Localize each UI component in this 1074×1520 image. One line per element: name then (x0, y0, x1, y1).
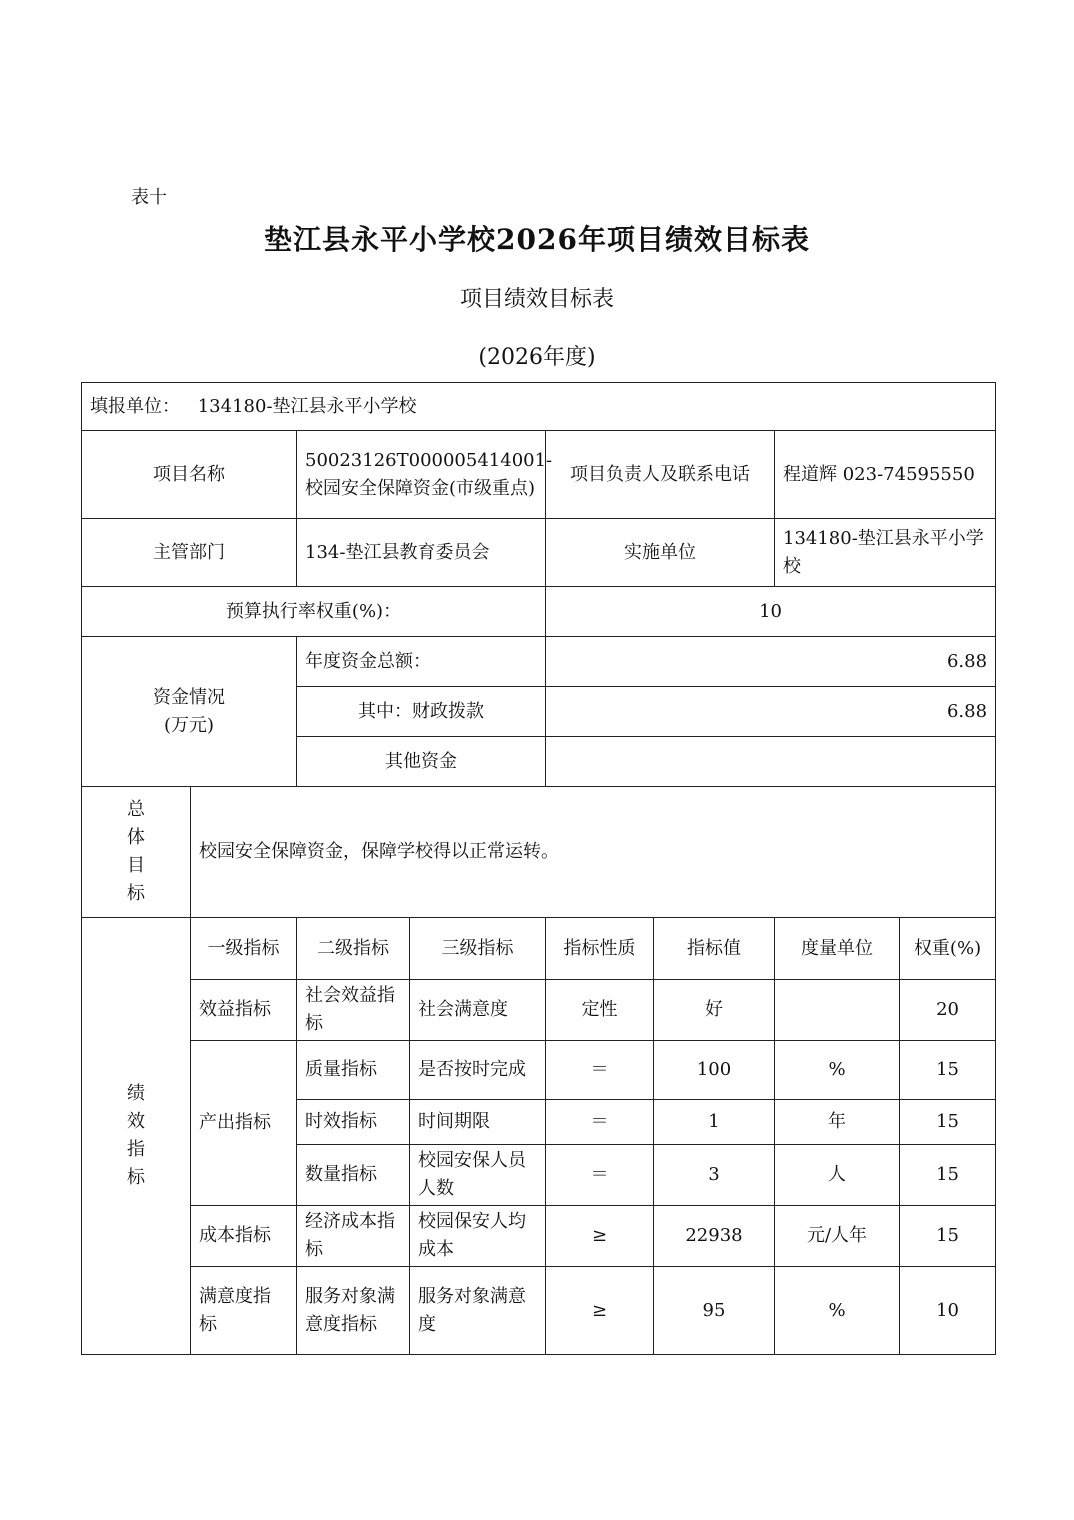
level2-cell: 数量指标 (297, 1145, 410, 1206)
table-row (82, 1041, 996, 1100)
level2-cell: 社会效益指标 (297, 980, 410, 1041)
project-name-value (297, 431, 553, 519)
table-row (82, 1206, 996, 1267)
unit-cell: 年 (775, 1100, 900, 1145)
header-weight: 权重(%) (900, 918, 996, 980)
header-unit: 度量单位 (775, 918, 900, 980)
fiscal-funds-value: 6.88 (546, 687, 996, 737)
header-level2: 二级指标 (297, 918, 410, 980)
budget-weight-label: 预算执行率权重(%)： (82, 587, 546, 637)
group-satisfaction: 满意度指标 (191, 1267, 297, 1355)
unit-cell: % (775, 1267, 900, 1355)
performance-indicator-label: 绩 效 指 标 (82, 918, 191, 1355)
department-value: 134-垫江县教育委员会 (297, 519, 546, 587)
funds-label-line1: 资金情况 (153, 686, 225, 708)
value-cell: 95 (654, 1267, 775, 1355)
group-output: 产出指标 (191, 1041, 297, 1206)
header-nature: 指标性质 (546, 918, 654, 980)
other-funds-value (546, 737, 996, 787)
header-value: 指标值 (654, 918, 775, 980)
budget-weight-value: 10 (546, 587, 996, 637)
project-name-text: 校园安全保障资金(市级重点) (305, 477, 536, 499)
level2-cell: 质量指标 (297, 1041, 410, 1100)
implementing-unit-label: 实施单位 (546, 519, 775, 587)
filling-unit-label: 填报单位： (90, 395, 180, 417)
value-cell: 3 (654, 1145, 775, 1206)
filling-unit-value: 134180-垫江县永平小学校 (197, 395, 417, 417)
level2-cell: 时效指标 (297, 1100, 410, 1145)
unit-cell: 元/人年 (775, 1206, 900, 1267)
document-year: (2026年度) (478, 345, 596, 370)
weight-cell: 20 (900, 980, 996, 1041)
project-name-code: 50023126T000005414001- (305, 449, 553, 471)
header-level1: 一级指标 (191, 918, 297, 980)
nature-cell: ≥ (546, 1267, 654, 1355)
overall-goal-label: 总 体 目 标 (82, 787, 191, 918)
weight-cell: 15 (900, 1145, 996, 1206)
header-level3: 三级指标 (410, 918, 546, 980)
level3-cell: 社会满意度 (410, 980, 546, 1041)
level3-cell: 服务对象满意度 (410, 1267, 546, 1355)
weight-cell: 15 (900, 1041, 996, 1100)
funds-label-line2: (万元) (163, 714, 215, 736)
value-cell: 好 (654, 980, 775, 1041)
level3-cell: 校园保安人均成本 (410, 1206, 546, 1267)
document-title: 垫江县永平小学校2026年项目绩效目标表 (264, 223, 810, 256)
weight-cell: 15 (900, 1100, 996, 1145)
nature-cell: 定性 (546, 980, 654, 1041)
total-funds-label: 年度资金总额： (297, 637, 546, 687)
filling-unit-cell (82, 383, 996, 431)
level2-cell: 经济成本指标 (297, 1206, 410, 1267)
table-row (82, 980, 996, 1041)
nature-cell: ＝ (546, 1145, 654, 1206)
project-manager-label: 项目负责人及联系电话 (546, 431, 775, 519)
department-label: 主管部门 (82, 519, 297, 587)
group-benefit: 效益指标 (191, 980, 297, 1041)
table-row (82, 1267, 996, 1355)
overall-goal-value: 校园安全保障资金，保障学校得以正常运转。 (191, 787, 996, 918)
total-funds-value: 6.88 (546, 637, 996, 687)
funds-label (82, 637, 297, 787)
unit-cell: % (775, 1041, 900, 1100)
nature-cell: ＝ (546, 1100, 654, 1145)
other-funds-label: 其他资金 (297, 737, 546, 787)
performance-target-table (81, 382, 996, 1355)
level2-cell: 服务对象满意度指标 (297, 1267, 410, 1355)
level3-cell: 校园安保人员人数 (410, 1145, 546, 1206)
project-manager-value: 程道辉 023-74595550 (775, 431, 996, 519)
implementing-unit-value: 134180-垫江县永平小学校 (775, 519, 996, 587)
nature-cell: ＝ (546, 1041, 654, 1100)
level3-cell: 是否按时完成 (410, 1041, 546, 1100)
nature-cell: ≥ (546, 1206, 654, 1267)
level3-cell: 时间期限 (410, 1100, 546, 1145)
unit-cell (775, 980, 900, 1041)
weight-cell: 15 (900, 1206, 996, 1267)
document-subtitle: 项目绩效目标表 (459, 287, 614, 312)
group-cost: 成本指标 (191, 1206, 297, 1267)
value-cell: 100 (654, 1041, 775, 1100)
value-cell: 1 (654, 1100, 775, 1145)
unit-cell: 人 (775, 1145, 900, 1206)
weight-cell: 10 (900, 1267, 996, 1355)
value-cell: 22938 (654, 1206, 775, 1267)
table-number-label: 表十 (131, 187, 167, 208)
fiscal-funds-label: 其中：财政拨款 (297, 687, 546, 737)
project-name-label: 项目名称 (82, 431, 297, 519)
